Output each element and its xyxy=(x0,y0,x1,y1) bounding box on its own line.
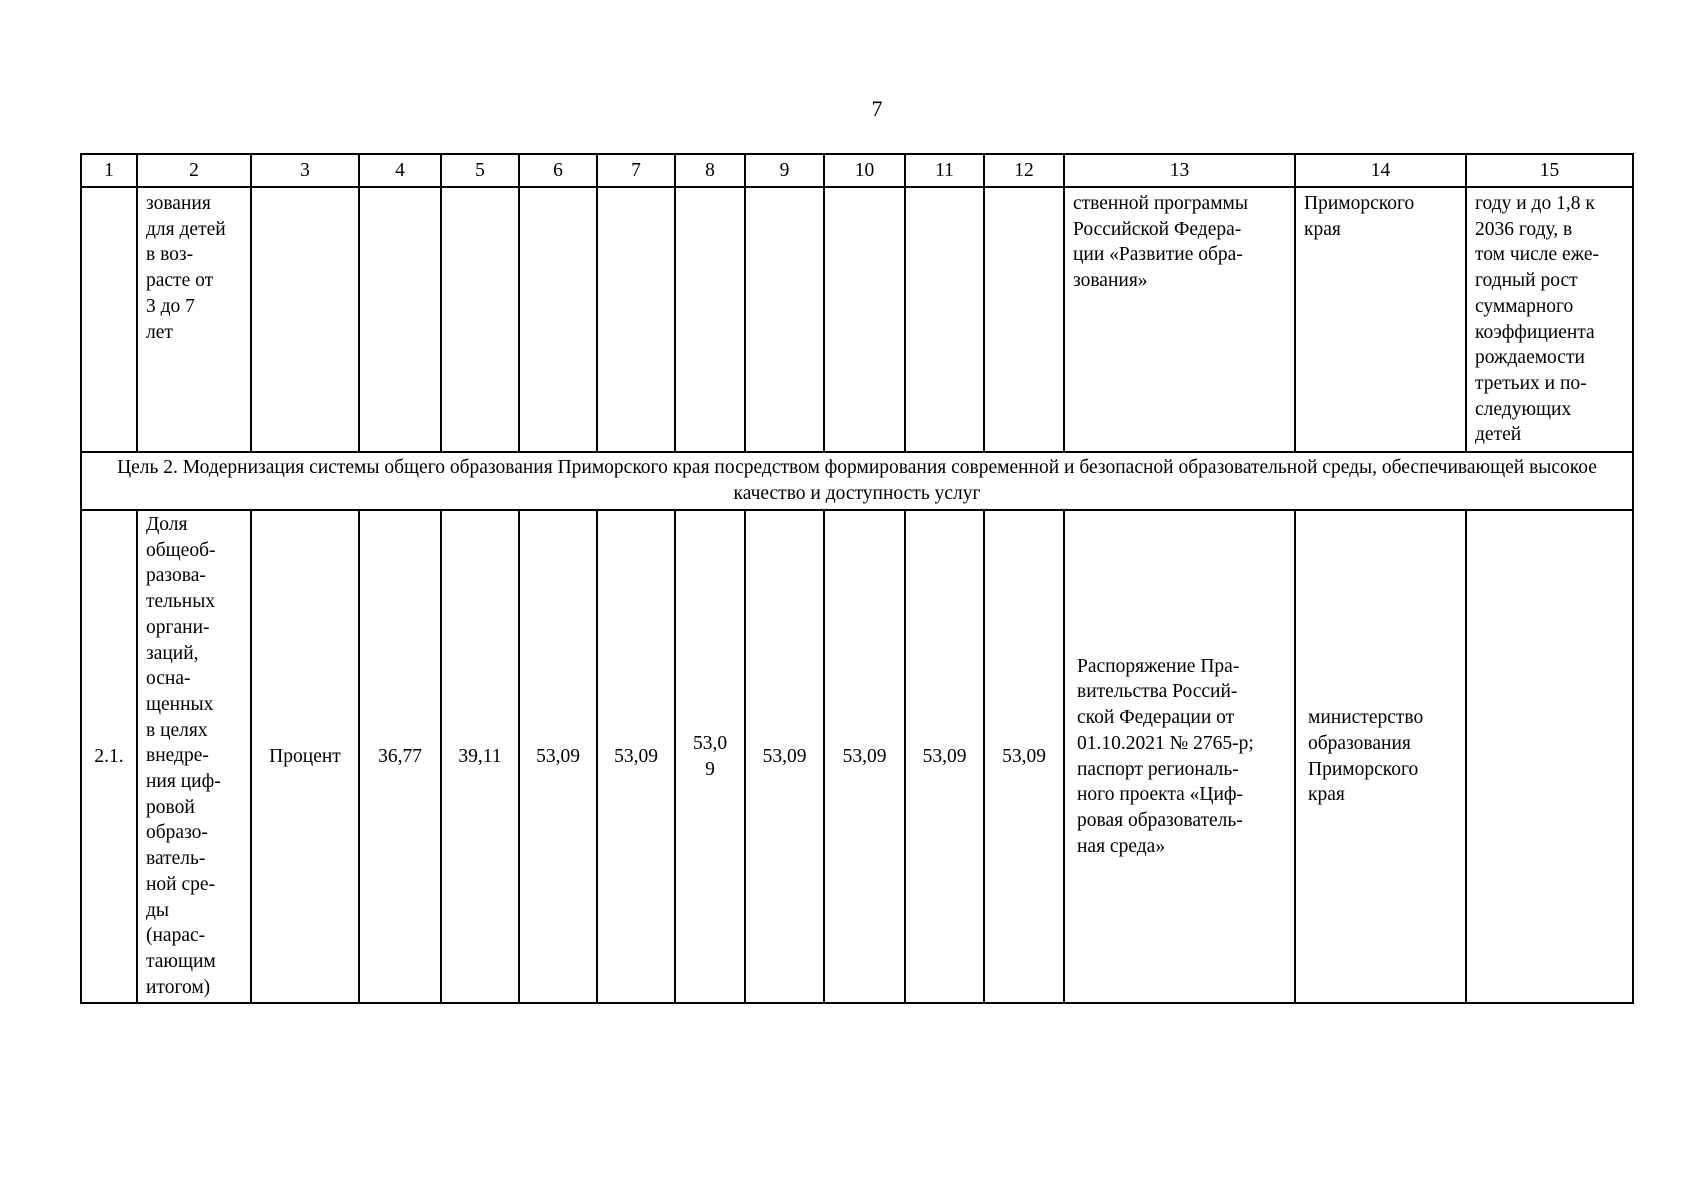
value-cell: 53,09 xyxy=(745,510,824,1003)
note-cell xyxy=(1466,510,1633,1003)
value-cell: 53,09 xyxy=(824,510,905,1003)
value-cell: 36,77 xyxy=(359,510,441,1003)
header-cell: 1 xyxy=(81,154,137,187)
table-cell xyxy=(745,187,824,452)
indicator-name: Доля общеоб- разова- тельных органи- заций, осна- щенных в целях внедре- ния циф- ровой образо- ватель- ной сре- ды (нарас- тающим итогом) xyxy=(137,510,251,1003)
table-cell xyxy=(597,187,675,452)
table-cell xyxy=(984,187,1064,452)
header-cell: 5 xyxy=(441,154,519,187)
table-header-row xyxy=(81,154,1633,187)
header-cell: 2 xyxy=(137,154,251,187)
header-cell: 11 xyxy=(905,154,984,187)
goal-text: Цель 2. Модернизация системы общего образования Приморского края посредством формирования современной и безопасной образовательной среды, обеспечивающей высокое качество и доступность услуг xyxy=(81,452,1633,510)
table-cell xyxy=(519,187,597,452)
value-cell: 53,0 9 xyxy=(675,510,745,1003)
header-cell: 10 xyxy=(824,154,905,187)
note-continuation: году и до 1,8 к 2036 году, в том числе еже- годный рост суммарного коэффициента рождаемости третьих и по- следующих детей xyxy=(1466,187,1633,452)
indicator-name-continuation: зования для детей в воз- расте от 3 до 7 лет xyxy=(137,187,251,452)
table-row-continuation xyxy=(81,187,1633,452)
table-row-2-1 xyxy=(81,510,1633,1003)
table-cell xyxy=(251,187,359,452)
table-cell xyxy=(359,187,441,452)
page-number: 7 xyxy=(871,96,883,121)
responsible-body: министерство образования Приморского края xyxy=(1295,510,1466,1003)
table-cell xyxy=(824,187,905,452)
header-cell: 7 xyxy=(597,154,675,187)
source-document: Распоряжение Пра- вительства Россий- ской Федерации от 01.10.2021 № 2765-р; паспорт региональ- ного проекта «Циф- ровая образователь- ная среда» xyxy=(1064,510,1295,1003)
header-cell: 6 xyxy=(519,154,597,187)
table-cell xyxy=(441,187,519,452)
header-cell: 4 xyxy=(359,154,441,187)
value-cell: 39,11 xyxy=(441,510,519,1003)
goal-row xyxy=(81,452,1633,510)
header-cell: 3 xyxy=(251,154,359,187)
value-cell: 53,09 xyxy=(905,510,984,1003)
value-cell: 53,09 xyxy=(519,510,597,1003)
table-cell xyxy=(81,187,137,452)
header-cell: 8 xyxy=(675,154,745,187)
indicators-table xyxy=(80,153,1634,1004)
header-cell: 12 xyxy=(984,154,1064,187)
table-cell xyxy=(905,187,984,452)
unit-of-measure: Процент xyxy=(251,510,359,1003)
table-cell xyxy=(675,187,745,452)
value-cell: 53,09 xyxy=(984,510,1064,1003)
header-cell: 14 xyxy=(1295,154,1466,187)
responsible-continuation: Приморского края xyxy=(1295,187,1466,452)
header-cell: 13 xyxy=(1064,154,1295,187)
row-number: 2.1. xyxy=(81,510,137,1003)
document-continuation: ственной программы Российской Федера- ции «Развитие обра- зования» xyxy=(1064,187,1295,452)
header-cell: 15 xyxy=(1466,154,1633,187)
header-cell: 9 xyxy=(745,154,824,187)
value-cell: 53,09 xyxy=(597,510,675,1003)
